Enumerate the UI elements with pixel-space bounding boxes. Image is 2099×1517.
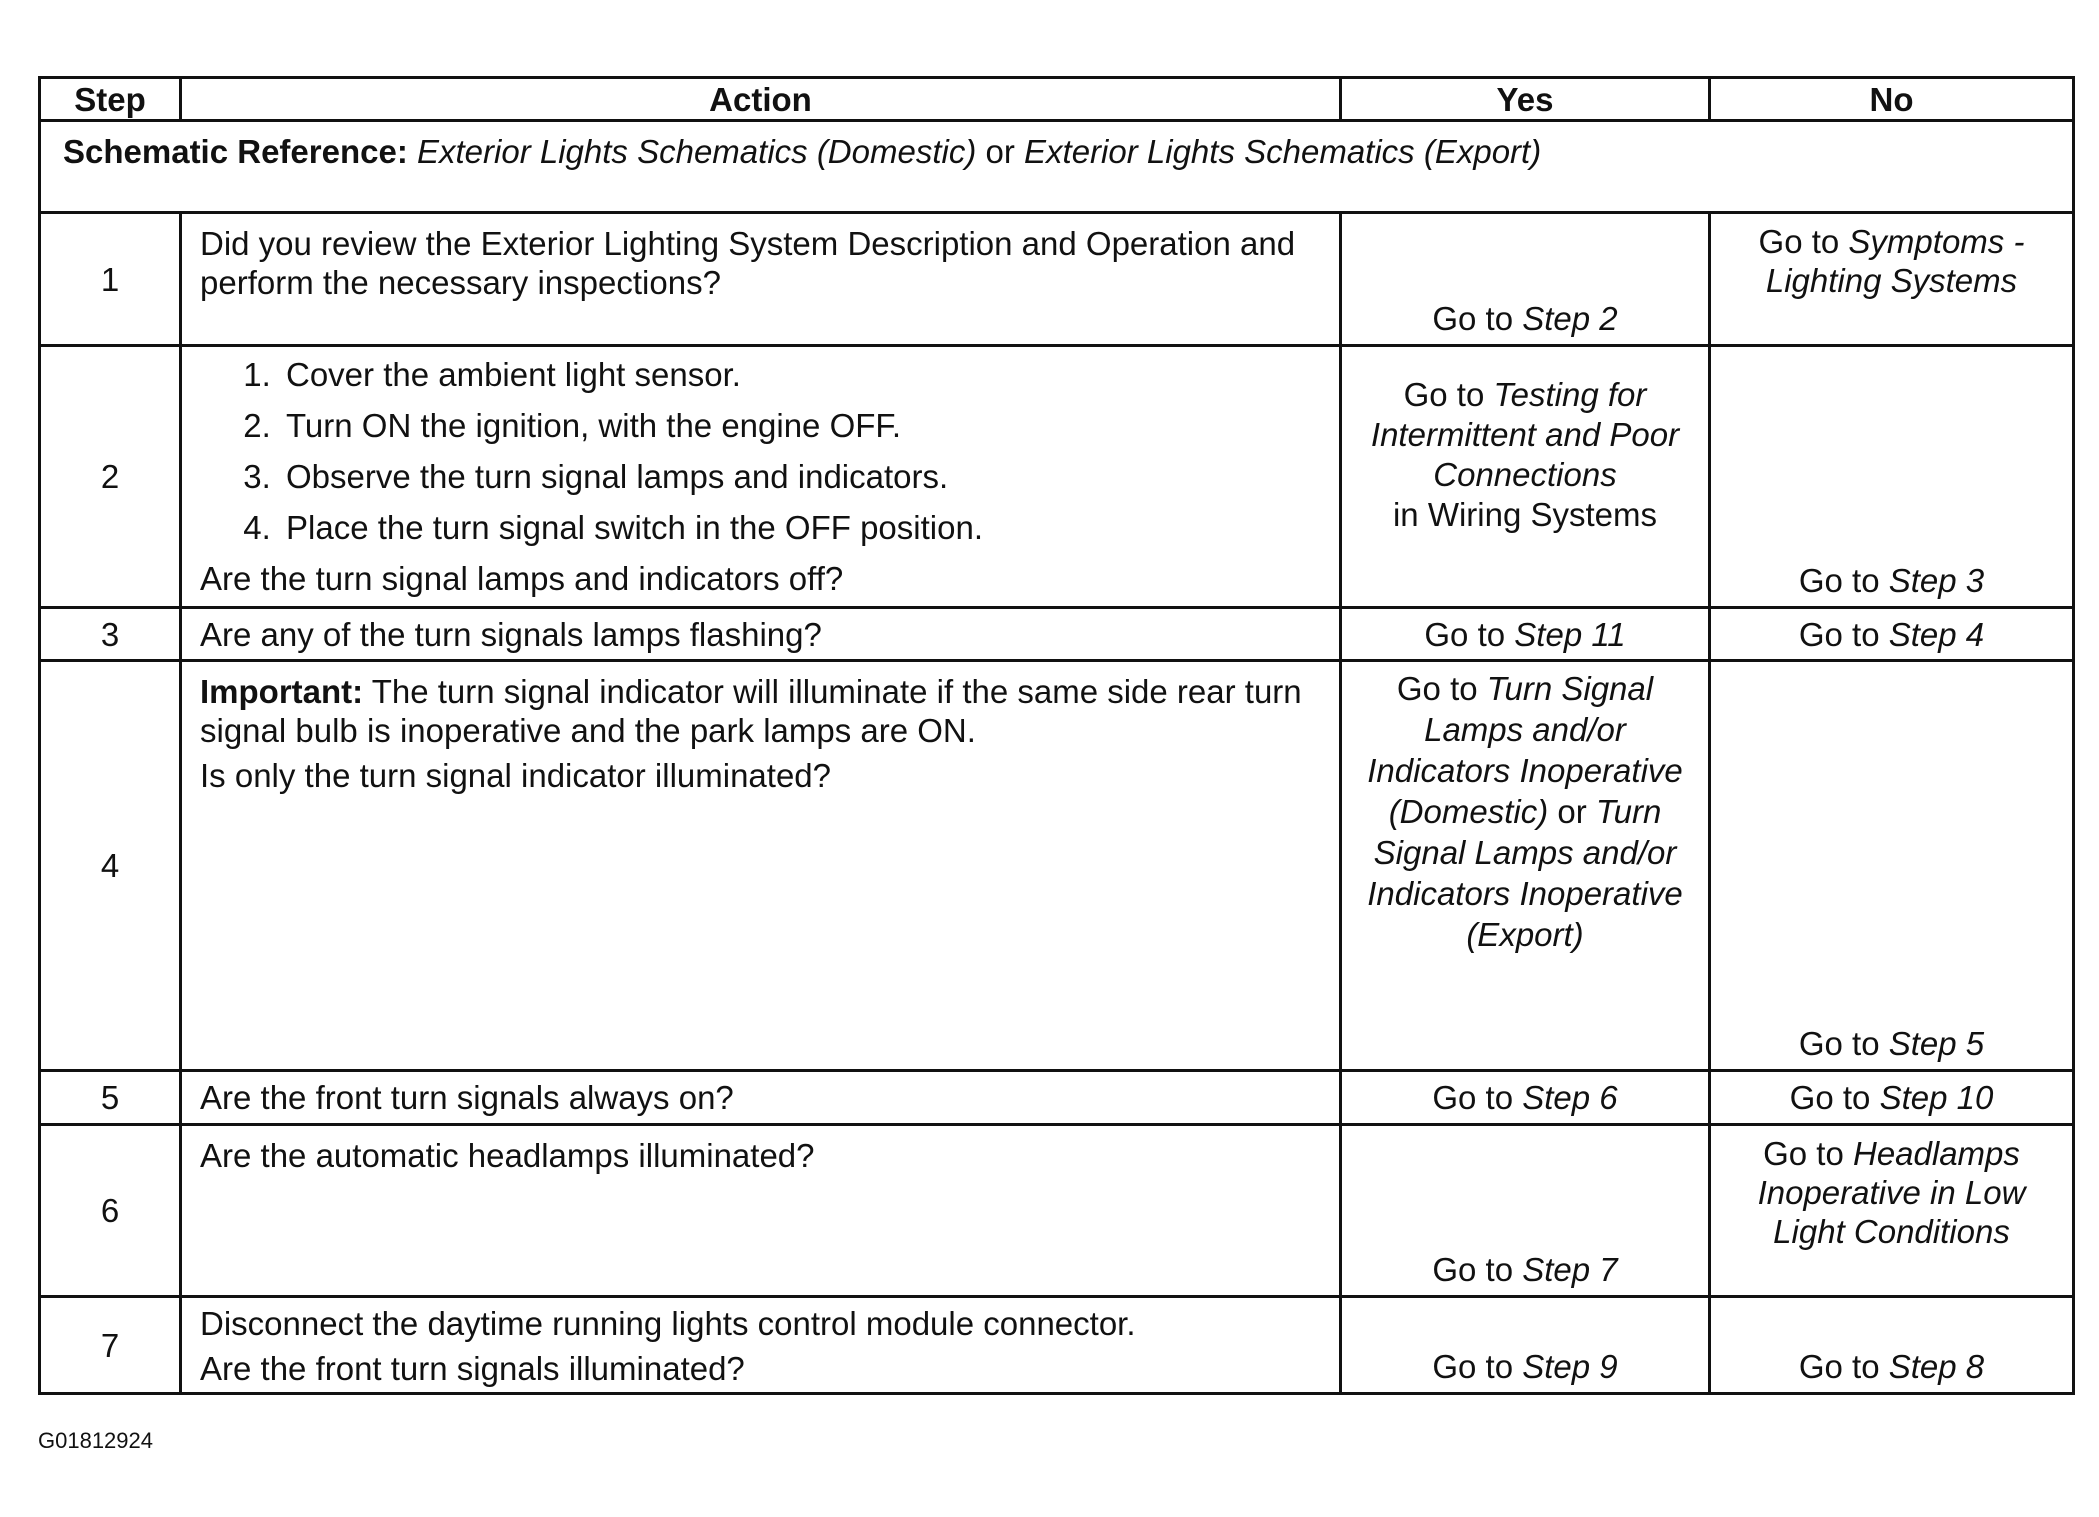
yes-cell: Go to Step 11 <box>1341 608 1710 661</box>
step-number: 7 <box>40 1297 181 1394</box>
table-row <box>40 1125 2074 1297</box>
substep: 4. Place the turn signal switch in the OFF position. <box>280 508 1325 547</box>
yes-target: Testing for Intermittent and Poor Connections <box>1370 376 1680 493</box>
no-target: Headlamps Inoperative in Low Light Conditions <box>1757 1135 2026 1250</box>
header-row <box>40 78 2074 121</box>
action-text: Disconnect the daytime running lights control module connector. <box>200 1305 1136 1342</box>
yes-target: Step 6 <box>1522 1079 1618 1116</box>
diagnostic-table <box>38 76 2075 1395</box>
schematic-or: or <box>985 133 1015 170</box>
no-cell: Go to Step 10 <box>1710 1071 2074 1125</box>
action-cell <box>181 346 1341 608</box>
action-cell <box>181 1297 1341 1394</box>
yes-cell: Go to Step 6 <box>1341 1071 1710 1125</box>
important-label: Important: <box>200 673 364 710</box>
substep-list <box>200 355 1325 547</box>
substep: 3. Observe the turn signal lamps and indicators. <box>280 457 1325 496</box>
table-row <box>40 661 2074 1071</box>
important-text: The turn signal indicator will illuminate if the same side rear turn signal bulb is inoperative and the park lamps are ON. <box>200 673 1302 749</box>
yes-cell: Go to Step 7 <box>1341 1125 1710 1297</box>
yes-target-domestic: Turn Signal Lamps and/or Indicators Inoperative (Domestic) <box>1367 670 1683 830</box>
action-text: Did you review the Exterior Lighting System Description and Operation and perform the necessary inspections? <box>200 225 1296 301</box>
schematic-ref-domestic: Exterior Lights Schematics (Domestic) <box>417 133 977 170</box>
action-cell <box>181 213 1341 346</box>
no-target: Step 3 <box>1888 562 1985 599</box>
schematic-row <box>40 121 2074 213</box>
action-cell <box>181 661 1341 1071</box>
no-cell: Go to Headlamps Inoperative in Low Light Conditions <box>1710 1125 2074 1297</box>
no-cell: Go to Step 8 <box>1710 1297 2074 1394</box>
header-yes: Yes <box>1341 78 1710 121</box>
no-target: Step 5 <box>1888 1025 1985 1062</box>
yes-cell: Go to Testing for Intermittent and Poor Connections in Wiring Systems <box>1341 346 1710 608</box>
action-question: Are the turn signal lamps and indicators off? <box>200 560 844 597</box>
header-action: Action <box>181 78 1341 121</box>
no-target: Step 10 <box>1879 1079 1994 1116</box>
yes-target-export: Turn Signal Lamps and/or Indicators Inoperative (Export) <box>1367 793 1683 953</box>
table-row <box>40 346 2074 608</box>
action-question: Is only the turn signal indicator illuminated? <box>200 757 832 794</box>
yes-cell: Go to Step 2 <box>1341 213 1710 346</box>
yes-cell: Go to Step 9 <box>1341 1297 1710 1394</box>
no-cell: Go to Step 3 <box>1710 346 2074 608</box>
step-number: 6 <box>40 1125 181 1297</box>
no-cell: Go to Step 5 <box>1710 661 2074 1071</box>
table-row <box>40 1297 2074 1394</box>
no-target: Step 8 <box>1888 1348 1985 1385</box>
header-no: No <box>1710 78 2074 121</box>
important-note <box>200 672 1325 750</box>
action-cell <box>181 1071 1341 1125</box>
yes-target: Step 7 <box>1522 1251 1618 1288</box>
yes-target: Step 9 <box>1522 1348 1618 1385</box>
no-cell: Go to Step 4 <box>1710 608 2074 661</box>
table-row <box>40 608 2074 661</box>
yes-target: Step 2 <box>1522 300 1618 337</box>
action-question: Are the front turn signals illuminated? <box>200 1350 745 1387</box>
action-cell <box>181 608 1341 661</box>
header-step: Step <box>40 78 181 121</box>
action-text: Are the front turn signals always on? <box>200 1079 734 1116</box>
yes-suffix: in Wiring Systems <box>1392 496 1658 533</box>
step-number: 1 <box>40 213 181 346</box>
schematic-reference <box>40 121 2074 213</box>
table-row <box>40 1071 2074 1125</box>
figure-id: G01812924 <box>38 1428 153 1453</box>
no-cell: Go to Symptoms - Lighting Systems <box>1710 213 2074 346</box>
step-number: 5 <box>40 1071 181 1125</box>
yes-target: Step 11 <box>1514 615 1626 653</box>
yes-cell: Go to Turn Signal Lamps and/or Indicators Inoperative (Domestic) or Turn Signal Lamps and/or Indicators Inoperative (Export) <box>1341 661 1710 1071</box>
step-number: 4 <box>40 661 181 1071</box>
action-text: Are the automatic headlamps illuminated? <box>200 1137 815 1174</box>
action-cell <box>181 1125 1341 1297</box>
no-target: Step 4 <box>1888 615 1985 653</box>
schematic-ref-export: Exterior Lights Schematics (Export) <box>1024 133 1542 170</box>
no-target: Symptoms - Lighting Systems <box>1765 223 2025 299</box>
substep: 1. Cover the ambient light sensor. <box>280 355 1325 394</box>
substep: 2. Turn ON the ignition, with the engine OFF. <box>280 406 1325 445</box>
table-row <box>40 213 2074 346</box>
step-number: 3 <box>40 608 181 661</box>
action-text: Are any of the turn signals lamps flashing? <box>200 615 822 653</box>
schematic-label: Schematic Reference: <box>63 133 408 170</box>
step-number: 2 <box>40 346 181 608</box>
